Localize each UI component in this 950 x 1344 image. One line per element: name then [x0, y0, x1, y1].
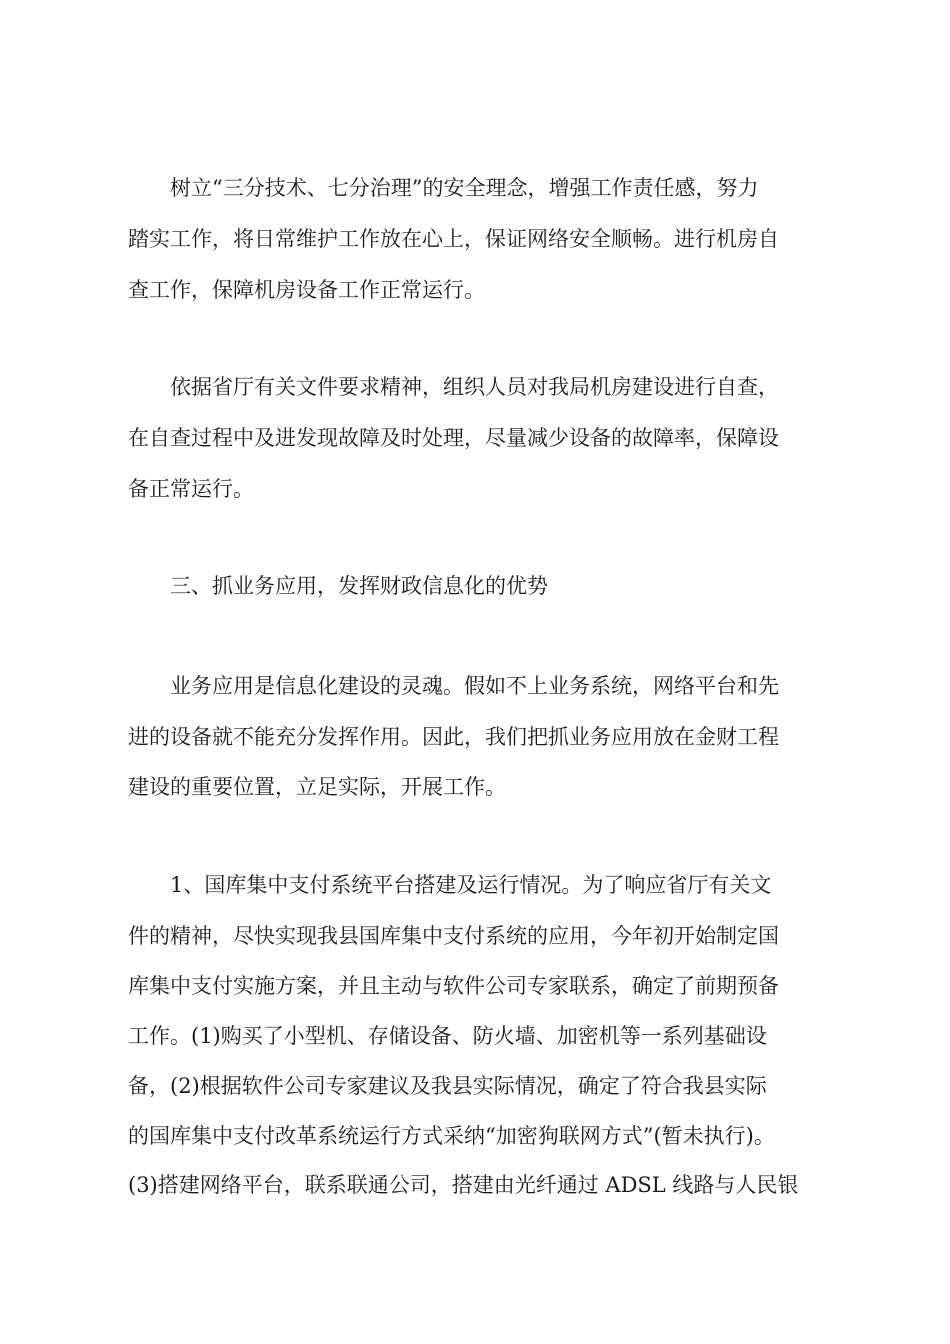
section-heading-text: 三、抓业务应用，发挥财政信息化的优势 — [170, 574, 548, 598]
paragraph-line: 查工作，保障机房设备工作正常运行。 — [128, 278, 485, 302]
paragraph-line: 建设的重要位置，立足实际，开展工作。 — [128, 775, 506, 799]
paragraph-line: 业务应用是信息化建设的灵魂。假如不上业务系统，网络平台和先 — [170, 674, 779, 698]
paragraph-line: 件的精神，尽快实现我县国库集中支付系统的应用，今年初开始制定国 — [128, 924, 779, 948]
paragraph-line: 1、国库集中支付系统平台搭建及运行情况。为了响应省厅有关文 — [170, 873, 772, 897]
paragraph-line: 备，(2)根据软件公司专家建议及我县实际情况，确定了符合我县实际 — [128, 1074, 767, 1098]
paragraph-line: 工作。(1)购买了小型机、存储设备、防火墙、加密机等一系列基础设 — [128, 1024, 767, 1048]
paragraph-line: 踏实工作，将日常维护工作放在心上，保证网络安全顺畅。进行机房自 — [128, 227, 779, 251]
paragraph-line: 的国库集中支付改革系统运行方式采纳“加密狗联网方式”(暂未执行)。 — [128, 1124, 775, 1148]
paragraph-line: 依据省厅有关文件要求精神，组织人员对我局机房建设进行自查， — [170, 375, 779, 399]
paragraph-line: 树立“三分技术、七分治理”的安全理念，增强工作责任感，努力 — [170, 176, 759, 200]
paragraph-line: 进的设备就不能充分发挥作用。因此，我们把抓业务应用放在金财工程 — [128, 725, 779, 749]
paragraph-line: 备正常运行。 — [128, 477, 254, 501]
paragraph-line: 在自查过程中及进发现故障及时处理，尽量减少设备的故障率，保障设 — [128, 426, 779, 450]
paragraph-line: (3)搭建网络平台，联系联通公司，搭建由光纤通过 ADSL 线路与人民银 — [128, 1173, 799, 1197]
paragraph-line: 库集中支付实施方案，并且主动与软件公司专家联系，确定了前期预备 — [128, 974, 779, 998]
